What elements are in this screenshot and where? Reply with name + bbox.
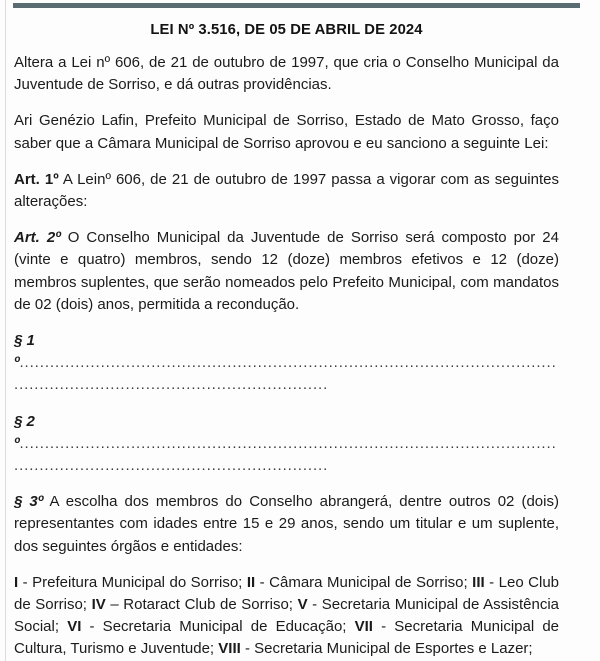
- paragraph-paragrafo-2: [14, 411, 559, 478]
- inciso-numeral: II: [246, 573, 256, 591]
- inciso-text: - Prefeitura Municipal do Sorriso;: [18, 573, 247, 591]
- inciso-numeral: V: [297, 596, 308, 614]
- paragrafo-3-text: A escolha dos membros do Conselho abrangerá, dentre outros 02 (dois) representantes com idades entre 15 e 29 anos, sendo um titular e um suplente, dos seguintes órgãos e entidades:: [14, 493, 559, 555]
- paragraph-paragrafo-1: [14, 330, 559, 397]
- inciso-text: - Leo Club de Sorriso;: [14, 573, 560, 614]
- inciso-numeral: VI: [67, 618, 82, 636]
- artigo-1-text: A Leinº 606, de 21 de outubro de 1997 passa a vigorar com as seguintes alterações:: [14, 170, 559, 211]
- paragrafo-1-label: § 1º: [14, 332, 35, 372]
- inciso-numeral: III: [472, 573, 485, 591]
- paragrafo-2-leader: ........................................................................................................................................................................: [14, 434, 557, 475]
- document-content: [14, 14, 559, 661]
- left-column-rule: [5, 0, 6, 661]
- inciso-text: - Secretaria Municipal de Cultura, Turismo e Juventude;: [14, 618, 560, 658]
- artigo-2-label: Art. 2º: [14, 229, 61, 247]
- paragrafo-1-leader: ........................................................................................................................................................................: [14, 354, 557, 394]
- inciso-numeral: IV: [91, 596, 106, 614]
- paragraph-paragrafo-3: [14, 491, 559, 558]
- paragraph-preambulo: Ari Genézio Lafin, Prefeito Municipal de Sorriso, Estado de Mato Grosso, faço saber que a Câmara Municipal de Sorriso aprovou e eu sanciono a seguinte Lei:: [14, 112, 559, 152]
- inciso-text: - Câmara Municipal de Sorriso;: [255, 573, 473, 591]
- paragraph-ementa: Altera a Lei nº 606, de 21 de outubro de 1997, que cria o Conselho Municipal da Juventude de Sorriso, e dá outras providências.: [14, 54, 559, 94]
- inciso-text: - Secretaria Municipal de Educação;: [81, 618, 355, 636]
- artigo-1-label: Art. 1º: [14, 170, 59, 188]
- inciso-numeral: VII: [354, 618, 373, 636]
- inciso-numeral: I: [14, 573, 19, 591]
- page-title: LEI Nº 3.516, DE 05 DE ABRIL DE 2024: [150, 22, 423, 38]
- inciso-numeral: VIII: [218, 640, 241, 658]
- artigo-2-text: O Conselho Municipal da Juventude de Sorriso será composto por 24 (vinte e quatro) membros, sendo 12 (doze) membros efetivos e 12 (doze) membros suplentes, que serão nomeados pelo Prefeito Municipal, com mandatos de 02 (dois) anos, permitida a recondução.: [14, 229, 559, 313]
- paragraph-artigo-2: [14, 227, 559, 316]
- inciso-text: - Secretaria Municipal de Assistência Social;: [14, 596, 559, 636]
- inciso-text: - Secretaria Municipal de Esportes e Lazer;: [240, 640, 533, 658]
- top-divider-rule: [13, 3, 580, 8]
- paragrafo-2-label: § 2º: [14, 412, 35, 452]
- inciso-text: – Rotaract Club de Sorriso;: [105, 596, 298, 614]
- paragrafo-3-label: § 3º: [14, 493, 44, 511]
- paragraph-artigo-1: [14, 169, 559, 213]
- paragraph-incisos: [14, 572, 559, 661]
